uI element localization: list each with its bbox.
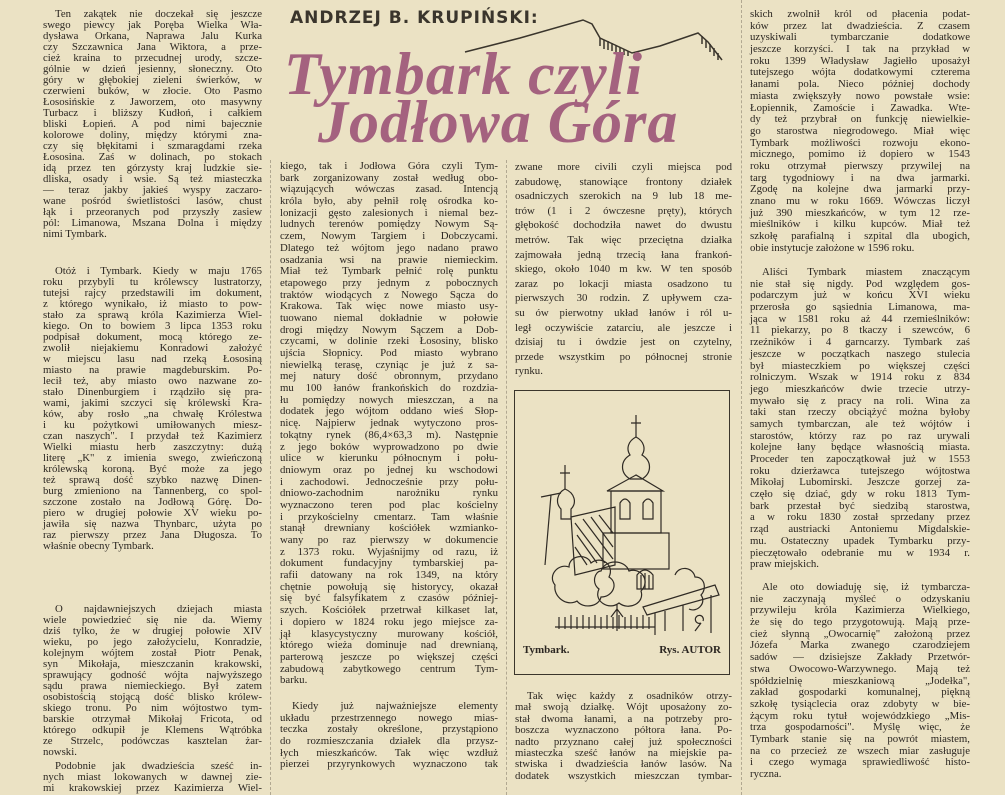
text-line: wieku, po jego założycielu, Konradzie,: [43, 636, 262, 648]
text-line: w miejscu lasu nad rzeką Łososiną: [43, 353, 262, 365]
paragraph: [43, 266, 262, 552]
text-line: wiązujących wówczas zasad. Intencją: [280, 183, 498, 196]
text-line: rafii datowany na rok 1349, na który: [280, 569, 498, 582]
text-line: zakład gospodarki komunalnej, piękną: [750, 686, 970, 699]
text-line: gólnie w dzień jesienny, słoneczny. Oto: [43, 63, 262, 75]
text-line: stało Dinenburgiem i rządziło się pra-: [43, 386, 262, 398]
text-line: barskie otrzymał Mikołaj Fricota, od: [43, 713, 262, 725]
text-line: Łososina. Zaś w dolinach, po stokach: [43, 151, 262, 163]
text-line: podarczym już w końcu XVI wieku: [750, 289, 970, 302]
text-line: i przykościelny cmentarz. Tam właśnie: [280, 510, 498, 523]
text-line: wane pośród świetlistości lasów, chust: [43, 195, 262, 207]
text-line: że się do tego przygotowują. Mają prze-: [750, 616, 970, 629]
text-line: osadzania wsi na prawie niemieckim.: [280, 253, 498, 266]
text-line: szczone zostało na Jodłową Górę. Do-: [43, 496, 262, 508]
text-line: lonizacji gęsto zalesionych i niemal bez-: [280, 206, 498, 219]
text-line: Józefa Marka zwanego czarodziejem: [750, 639, 970, 652]
text-line: zajmowała jedną trzecią łana frankoń-: [515, 248, 732, 261]
text-line: Ten zakątek nie doczekał się jeszcze: [55, 8, 262, 20]
text-line: do rozmieszczania działek dla przysz-: [280, 735, 498, 748]
text-line: zabudowę, stanowiące frontony działek: [515, 175, 732, 188]
text-line: zaraz po lokacji miasta osadzono tu: [515, 277, 732, 290]
paragraph: [280, 701, 498, 771]
text-line: dokument fundacyjny tymbarskiej pa-: [280, 557, 498, 570]
text-line: ludnych terenów pomiędzy Nowym Są-: [280, 218, 498, 231]
text-line: syn Mikołaja, mieszczanin krakowski,: [43, 658, 262, 670]
text-line: skiego tronu. Po nim wójtostwo tym-: [43, 702, 262, 714]
text-line: i zachodowi. Jednocześnie przy połu-: [280, 475, 498, 488]
text-line: czem, Nowym Targiem i Dobczycami.: [280, 230, 498, 243]
text-line: micznego, pomimo iż dopiero w 1543: [750, 148, 970, 161]
text-line: wiele powiedzieć się nie da. Wiemy: [43, 614, 262, 626]
text-line: stał dwoma łanami, a na potrzeby pro-: [515, 712, 732, 725]
text-line: teczka zostały określone, przystąpiono: [280, 723, 498, 736]
text-line: piero w drugiej połowie XV wieku po-: [43, 507, 262, 519]
text-line: z 1373 roku. Wyjaśnijmy od razu, iż: [280, 545, 498, 558]
text-line: też sprawą dość szybko nazwę Dinen-: [43, 474, 262, 486]
text-line: jąca w 1581 roku aż 44 rzemieślników:: [750, 312, 970, 325]
text-line: jeszcze korzyści. I tak na przykład w: [750, 43, 970, 56]
text-line: — teraz jakby jakieś wyspy zaczaro-: [43, 184, 262, 196]
text-line: kiego. On to bowiem 3 lipca 1353 roku: [43, 320, 262, 332]
text-line: raz pierwszy przez Jana Długosza. To: [43, 529, 262, 541]
text-line: mi krakowskiej przez Kazimierza Wiel-: [43, 782, 262, 794]
paragraph: [515, 691, 732, 782]
text-line: targ tygodniowy i na dwa jarmarki.: [750, 171, 970, 184]
text-line: O najdawniejszych dziejach miasta: [55, 603, 262, 615]
text-line: góry w głębokiej zieleni świerków, w: [43, 74, 262, 86]
text-line: Miał też Tymbark pełnić rolę punktu: [280, 265, 498, 278]
church-illustration: [514, 390, 730, 675]
text-line: trza gospodarności". Myślę więc, że: [750, 721, 970, 734]
paragraph: [515, 160, 732, 379]
text-line: sprawujący godność wójta najwyższego: [43, 669, 262, 681]
text-line: rzeźników i 4 garncarzy. Tymbark zaś: [750, 336, 970, 349]
text-line: spółdzielnię mieszkaniową „Jodełka",: [750, 674, 970, 687]
text-line: pól: Limanowa, Mszana Dolna i między: [43, 217, 262, 229]
text-line: czerwieni buków, w złocie. Oto Pasmo: [43, 85, 262, 97]
text-line: roku przybyli tu królewscy lustratorzy,: [43, 276, 262, 288]
church-drawing: [515, 395, 728, 635]
text-line: Tak więc każdy z osadników otrzy-: [527, 690, 732, 702]
text-line: praw miejskich.: [750, 558, 819, 571]
column-rule: [506, 160, 507, 795]
text-line: czycami, w dolinie rzeki Łososiny, blisko: [280, 335, 498, 348]
text-line: przede wszystkim po północnej stronie: [515, 350, 732, 363]
text-line: metrów. Tak więc przeciętna działka: [515, 233, 732, 246]
text-line: mu 100 łanów frankońskich do rozdzia-: [280, 382, 498, 395]
text-line: mywało się z pracy na roli. Wina za: [750, 394, 970, 407]
text-line: legł oczywiście zatarciu, ale jeszcze i: [515, 321, 732, 334]
text-line: nimi Tymbark.: [43, 228, 107, 240]
paragraph: [43, 9, 262, 240]
text-line: łu pomiędzy nowych mieszczan, a na: [280, 393, 498, 406]
text-line: etapowego przy jednym z pobocznych: [280, 276, 498, 289]
text-line: dy też przybrał on funkcję niewielkie-: [750, 113, 970, 126]
text-line: żącym roku tytuł wojewódzkiego „Mis-: [750, 709, 970, 722]
text-line: traktów wiodących z Nowego Sącza do: [280, 288, 498, 301]
text-line: dzisiaj tu i ówdzie jest on czytelny,: [515, 336, 732, 349]
text-line: rolniczym. Wszak w 1914 roku z 834: [750, 371, 970, 384]
text-line: jął klasycystyczny murowany kościół,: [280, 627, 498, 640]
text-line: z którego wynikało, iż miasto to pow-: [43, 298, 262, 310]
text-line: Tymbark stanie się na powrót miastem,: [750, 732, 970, 745]
text-line: dliska, osady i wsie. Są też miasteczka: [43, 173, 262, 185]
text-line: swego piewcy jak Poręba Wielka Wła-: [43, 19, 262, 31]
text-line: samych tymbarczan, ale też wójtów i: [750, 417, 970, 430]
text-line: wami, jakimi szczyci się królewski Kra-: [43, 397, 262, 409]
text-line: Wielki miastu herb zaszczytny: dużą: [43, 441, 262, 453]
text-line: roku dzierżawca tutejszego wójtostwa: [750, 464, 970, 477]
article-author: ANDRZEJ B. KRUPIŃSKI:: [290, 8, 539, 28]
text-line: czy Szczawnica Jana Wiktora, a prze-: [43, 41, 262, 53]
text-line: wany po raz pierwszy w dokumencie: [280, 534, 498, 546]
text-line: częło się dziać, gdy w roku 1813 Tym-: [750, 488, 970, 501]
article-title-line2: Jodłowa Góra: [318, 89, 679, 155]
cross-icon: [560, 465, 570, 489]
text-line: pieczętowało odebranie mu w 1934 r.: [750, 546, 970, 559]
text-line: Mikołaj Lubomirski. Jeszcze gorzej za-: [750, 476, 970, 489]
text-line: Ale oto dowiaduję się, iż tymbarcza-: [762, 581, 970, 593]
text-line: burg zmieniono na Tannenberg, co spol-: [43, 485, 262, 497]
text-line: podpisał dokument, mocą którego ze-: [43, 331, 262, 343]
paragraph: [280, 161, 498, 687]
text-line: Otóż i Tymbark. Kiedy w maju 1765: [55, 265, 262, 277]
text-line: trów (1 i 2 ówczesne pręty), których: [515, 204, 732, 217]
text-line: starostów, którzy raz po raz urywali: [750, 429, 970, 442]
text-line: Podobnie jak dwadzieścia sześć in-: [55, 760, 262, 772]
text-line: i czego wymaga sprawiedliwość histo-: [750, 756, 970, 769]
text-line: bark zorganizowany został według obo-: [280, 171, 498, 184]
text-line: głębokość dochodziła nawet do dwustu: [515, 219, 732, 232]
text-line: Proceder ten zapoczątkował już w 1553: [750, 453, 970, 465]
text-line: tokątny rynek (86,4×63,3 m). Następnie: [280, 428, 498, 441]
text-line: nych miast lokowanych w dawnej zie-: [43, 771, 262, 783]
text-line: sadów — dzisiejsze Zakłady Przetwór-: [750, 651, 970, 664]
text-line: bliski Łopień. A pod nimi bajecznie: [43, 118, 262, 130]
text-line: i ku pożytkowi umiłowanych miesz-: [43, 419, 262, 431]
text-line: kolejnym wójtem został Piotr Penak,: [43, 647, 262, 659]
text-line: był miasteczkiem po większej części: [750, 359, 970, 372]
text-line: dodatek wszystkich mieszczan tymbar-: [515, 769, 732, 782]
text-line: su ów pierwotny układ łanów i ról u-: [515, 306, 732, 319]
text-line: miasteczka sześć łanów na miejskie pa-: [515, 746, 732, 759]
text-line: przerosła go sąsiednia Limanowa, ma-: [750, 301, 970, 314]
paragraph: [43, 604, 262, 758]
text-line: się być falsyfikatem z czasów później-: [280, 592, 498, 605]
text-line: zabudową zabytkowego centrum Tym-: [280, 662, 498, 675]
text-line: Zgodę na kolejne dwa jarmarki przy-: [750, 183, 970, 196]
text-line: jego mieszkańców dwie trzecie utrzy-: [750, 382, 970, 395]
text-line: kolejne łany będące własnością miasta.: [750, 441, 970, 454]
text-line: nie zaczynają myśleć o odzyskaniu: [750, 592, 970, 605]
text-line: Łososińskie z Jaworzem, oto masywny: [43, 96, 262, 108]
text-line: dniowo-zachodnim narożniku rynku: [280, 487, 498, 500]
text-line: nowski.: [43, 746, 77, 758]
text-line: łąk i przeoranych pod przyszły zasiew: [43, 206, 262, 218]
text-line: szych. Kościółek przetrwał kilkaset lat,: [280, 604, 498, 617]
text-line: obie instytucje założone w 1596 roku.: [750, 241, 915, 254]
text-line: miasta zwiększyły nowo powstałe wsie:: [750, 89, 970, 102]
paragraph: [750, 9, 970, 254]
text-line: już 390 mieszkańców, w tym 12 rze-: [750, 206, 970, 219]
text-line: jawiła się nazwa Thynbarc, użyta po: [43, 518, 262, 530]
text-line: zwolił niejakiemu Konradowi założyć: [43, 342, 262, 354]
text-line: cież słynną „Owocarnię" założoną przez: [750, 627, 970, 640]
text-line: stwa Owocowo-Warzywnego. Mają też: [750, 662, 970, 675]
text-line: kolorowe doliny, między którymi zna-: [43, 129, 262, 141]
text-line: Tymbark możliwości rozwoju ekono-: [750, 136, 970, 149]
text-line: rynku.: [515, 365, 543, 378]
text-line: sądu prawa niemieckiego. Był zatem: [43, 680, 262, 692]
text-line: znano mu w roku 1669. Wówczas liczył: [750, 195, 970, 207]
text-line: ze Strzelc, podówczas kasztelan żar-: [43, 735, 262, 747]
text-line: którego odkupił je Klemens Wątróbka: [43, 724, 262, 736]
text-line: pierwszych 30 rodzin. Z upływem cza-: [515, 292, 732, 305]
text-line: roku 1399 Władysław Jagiełło uposażył: [750, 54, 970, 67]
text-line: ujścia Słopnicy. Pod miasto wybrano: [280, 347, 498, 359]
text-line: i dopiero w 1824 roku jego miejsce za-: [280, 615, 498, 628]
text-line: Aliści Tymbark miastem znaczącym: [762, 266, 970, 278]
text-line: boszcza wyznaczono półtora łana. Po-: [515, 724, 732, 737]
text-line: ków przez lat dwadzieścia. Z czasem: [750, 19, 970, 32]
text-line: rząd austriacki Antoniemu Migdalskie-: [750, 523, 970, 536]
text-line: króla było, aby pełnił rolę ośrodka ko-: [280, 195, 498, 208]
text-line: parterową jeszcze po większej części: [280, 650, 498, 663]
text-line: nicę. Najpierw jednak wytyczono pros-: [280, 417, 498, 430]
text-line: miasto na prawie magdeburskim. Po-: [43, 364, 262, 376]
text-line: drogi między Nowym Sączem a Dob-: [280, 323, 498, 336]
text-line: właśnie obecny Tymbark.: [43, 540, 154, 552]
text-line: dodatek jego wójtom oddano wieś Słop-: [280, 405, 498, 418]
text-line: osadniczych szerokich na 9 lub 18 me-: [515, 190, 732, 203]
text-line: go starostwa niegrodowego. Miał więc: [750, 124, 970, 137]
text-line: lecił też, aby miasto owo nazwane zo-: [43, 375, 262, 387]
text-line: kiego, tak i Jodłowa Góra czyli Tym-: [280, 160, 498, 172]
text-line: mieślników i kilku kupców. Miał też: [750, 218, 970, 231]
text-line: nie stał się nigdy. Pod względem gos-: [750, 277, 970, 290]
text-line: mał swoją działkę. Wójt uposażony zo-: [515, 701, 732, 714]
text-line: przywileju króla Kazimierza Wielkiego,: [750, 604, 970, 617]
text-line: literę „K" z imienia swego, zwieńczoną: [43, 452, 262, 464]
text-line: Łopiennik, Zamoście i Zawadka. Wte-: [750, 101, 970, 114]
text-line: stwiska i dwadzieścia łanów lasów. Na: [515, 758, 732, 771]
text-line: Turbacz i bliższy Kudłoń, i całkiem: [43, 107, 262, 119]
text-line: tutejsi rajcy przedstawili im dokument,: [43, 287, 262, 299]
paragraph: [750, 267, 970, 571]
text-line: nadto przyznano całej już społeczności: [515, 735, 732, 748]
text-line: mej natury dość obronnym, przydano: [280, 370, 498, 383]
text-line: Krakowa. Tak więc nowe miasto usy-: [280, 300, 498, 313]
text-line: czy się błękitami i szmaragdami rzeka: [43, 140, 262, 152]
text-line: zwane more civili czyli miejsca pod: [515, 161, 732, 173]
text-line: którego wieża dominuje nad drewnianą,: [280, 639, 498, 652]
text-line: dysława Orkana, Naprawa Jalu Kurka: [43, 30, 262, 42]
text-line: tutejszego wójta dodatkowymi czterema: [750, 66, 970, 79]
text-line: wyznaczono teren pod plac kościelny: [280, 498, 498, 511]
text-line: bark przestał być siedzibą starostwa,: [750, 499, 970, 512]
text-line: na co przecież ze wszech miar zasługuje: [750, 744, 970, 757]
text-line: uzyskiwali tymbarczanie dodatkowe: [750, 31, 970, 44]
text-line: 11 piekarzy, po 8 tkaczy i szewców, 6: [750, 324, 970, 337]
figure-credit: Rys. AUTOR: [659, 644, 721, 656]
text-line: czan naszych". I przydał też Kazimierz: [43, 430, 262, 442]
text-line: barku.: [280, 674, 308, 687]
text-line: tuowano niemal dokładnie w połowie: [280, 311, 498, 324]
text-line: pierzei przyrynkowych wyznaczono tak: [280, 758, 498, 771]
text-line: osobistością stojącą dość blisko królew-: [43, 691, 262, 703]
text-line: z jego boków wyprowadzono po dwie: [280, 440, 498, 453]
text-line: taki stan rzeczy obciążyć można byłoby: [750, 406, 970, 419]
paragraph: [750, 582, 970, 781]
text-line: jeszcze w początkach naszego stulecia: [750, 347, 970, 360]
text-line: skich zwolnił król od płacenia podat-: [750, 8, 970, 20]
text-line: stanął drewniany kościółek wzmianko-: [280, 522, 498, 535]
text-line: idą przez ten górzysty kraj ludzkie sie-: [43, 162, 262, 174]
text-line: a w roku 1830 został sprzedany przez: [750, 511, 970, 524]
text-line: dniowym oraz po jednej ku wschodowi: [280, 463, 498, 476]
text-line: chętnie powołują się historycy, okazał: [280, 580, 498, 593]
text-line: układu przestrzennego nowego mias-: [280, 711, 498, 724]
text-line: szkołę parafialną i szpital dla ubogich,: [750, 230, 970, 243]
text-line: niewielką terasę, czyniąc je już z sa-: [280, 358, 498, 371]
text-line: królewską koroną. Być może za jego: [43, 463, 262, 475]
text-line: Kiedy już najważniejsze elementy: [292, 700, 498, 712]
text-line: roku otrzymał pierwszy przywilej na: [750, 159, 970, 172]
text-line: łych mieszkańców. Tak więc wzdłuż: [280, 746, 498, 759]
article-title-line1: Tymbark czyli: [284, 41, 644, 107]
cross-icon: [631, 415, 641, 437]
text-line: cież kraina to przecudnej urody, szcze-: [43, 52, 262, 64]
column-rule: [270, 160, 271, 795]
text-line: ków, aby rosło „na chwałę Królestwa: [43, 408, 262, 420]
text-line: skiego, około 1040 m kw. W ten sposób: [515, 263, 732, 276]
text-line: ryczna.: [750, 768, 782, 780]
text-line: dziś tylko, że w drugiej połowie XIV: [43, 625, 262, 637]
text-line: szkołę tysiąclecia oraz zdobyty w bie-: [750, 697, 970, 710]
text-line: Dlatego też wójtom jego nadano prawo: [280, 241, 498, 254]
figure-caption: Tymbark.: [523, 644, 570, 656]
text-line: mu. Ostateczny upadek Tymbarku przy-: [750, 534, 970, 547]
text-line: łanami pola. Nieco później dochody: [750, 78, 970, 91]
paragraph: [43, 761, 262, 794]
text-line: ulice w kierunku północnym i połu-: [280, 452, 498, 465]
text-line: stało za sprawą króla Kazimierza Wiel-: [43, 309, 262, 321]
